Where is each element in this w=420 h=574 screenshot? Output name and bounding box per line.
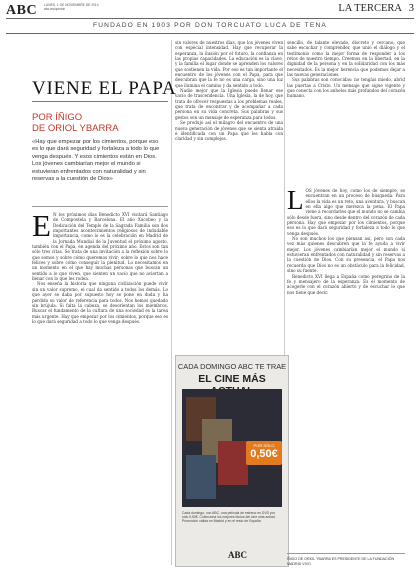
paragraph <box>32 208 168 282</box>
price-badge <box>246 441 282 465</box>
article-column-3 <box>287 40 405 99</box>
newspaper-logo[interactable]: ABC <box>6 3 38 18</box>
article-byline <box>32 112 162 134</box>
paragraph: Nos enseña la historia que ninguna civilización puede vivir sin un valor supremo, el cual da sentido a todos los demás. Lo que ayer se daba por supuesto hoy se pone en duda y ha perdido su valor de referencia para todos. Nos hemos quedado sin brújula. Si falta la cabeza, se desorientan los miembros. Buscar el fundamento de la cultura de una sociedad es la tarea más urgente. Hay que empezar por los cimientos, porque eso es lo que dará seguridad a todo lo que venga después. <box>32 281 168 324</box>
issue-web-line: abc.es/opinion <box>44 7 66 11</box>
paragraph: Benedicto XVI llega a España como peregrino de la fe y mensajero de la esperanza. Es el momento de acogerle con el corazón abierto y de escuchar lo que nos tiene que decir. <box>287 273 405 295</box>
quote-rule <box>32 206 168 207</box>
ad-headline: EL CINE MÁS <box>198 373 266 385</box>
drop-cap: L <box>287 185 304 215</box>
masthead-motto: FUNDADO EN 1903 POR DON TORCUATO LUCA DE TENA <box>92 22 328 29</box>
article-column-2 <box>175 40 283 142</box>
pull-quote: «Hay que empezar por los cimientos, porque eso es lo que dará seguridad y fortaleza a todo lo que venga después. Y esos cimientos están en Dios. Los jóvenes cambiarían mejor el mundo si estuvieran enfrentados con naturalidad y sin reservas a la cuestión de Dios» <box>32 139 160 183</box>
price-value: 0,50€ <box>250 448 278 460</box>
article-column-3-continued <box>287 185 405 295</box>
ad-logo: ABC <box>228 550 248 560</box>
paragraph-text: OS jóvenes de hoy, como los de siempre, se encuentran en un proceso de búsqueda. Para ellos la vida es un reto, una aventura, y buscan en ella algo que merezca la pena. El Papa viene a recordarles que el mundo no se cambia sólo desde fuera, sino desde dentro del corazón de cada persona. Hay que empezar por los cimientos, porque eso es lo que dará seguridad y fortaleza a todo lo que venga después. <box>287 188 405 236</box>
price-label: POR SÓLO <box>253 443 275 448</box>
section-title: LA TERCERA <box>338 3 402 14</box>
page-number: 3 <box>408 3 414 14</box>
paragraph <box>287 185 405 236</box>
paragraph: Se produjo así el milagro del encuentro de una nueva generación de jóvenes que se sienta atraída e identificada con un Papa que les habla con claridad y sin complejos. <box>175 120 283 142</box>
paragraph: No son muchos los que piensan así, pero son cada vez más quienes descubren que la fe ayuda a vivir mejor. Los jóvenes cambiarían mejor el mundo si estuvieran enfrentados con naturalidad y sin reservas a la cuestión de Dios. Con su presencia, el Papa nos recuerda que Dios no es un obstáculo para la felicidad, sino su fuente. <box>287 236 405 274</box>
dvd-covers-image <box>182 389 282 507</box>
paragraph: Sus palabras son conocidas: no tengáis miedo, abrid las puertas a Cristo. Un mensaje que sigue vigente y que conecta con los anhelos más profundos del corazón humano. <box>287 77 405 99</box>
ad-title: CADA DOMINGO ABC TE TRAE <box>177 362 287 371</box>
paragraph-text: N los próximos días Benedicto XVI visitará Santiago de Compostela y Barcelona. El año Xacobeo y la Dedicación del Templo de la Sagrada Familia son dos importantes acontecimientos religiosos de indudable importancia, como lo es la celebración en Madrid de la Jornada Mundial de la Juventud el próximo agosto, también con el Papa, en agenda del próximo año. Estos son tan sólo tres citas. Se trata de una invitación a la reflexión sobre lo que somos y sobre cómo queremos vivir; sobre lo que nos hace felices y sobre cómo conseguir la plenitud. Lo necesitamos en un momento en el que hay muchas personas que buscan un sentido a lo que viven, que sienten un vacío que no aciertan a llenar con lo que les rodea. <box>32 212 168 282</box>
paragraph: sencillo, de talante elevado, discreto y cercano, que sabe escuchar y comprender, que unió el diálogo y el testimonio como la mejor forma de responder a los retos de nuestro tiempo. Creemos en la libertad, en la dignidad de la persona y en la solidaridad con los más necesitados. Es la mejor herencia que podemos dejar a las nuevas generaciones. <box>287 40 405 78</box>
issue-date-line: LUNES, 1 DE NOVIEMBRE DE 2010 <box>44 3 99 7</box>
headline-rule <box>32 101 168 102</box>
byline-line: POR ÍÑIGO <box>32 112 83 123</box>
issue-date <box>44 3 99 11</box>
byline-line: DE ORIOL YBARRA <box>32 123 119 134</box>
article-headline: VIENE EL PAPA <box>32 78 177 99</box>
dvd-cover <box>186 455 216 499</box>
ad-description: Cada domingo, con ABC, una película de estreno en DVD por sólo 0,50€. Colecciona los mejores títulos del cine más actual. Promoción válida en Madrid y en el resto de España. <box>182 511 276 524</box>
paragraph: sin valores de nuestros días, que los jóvenes viven con especial intensidad. Hay que recuperar la esperanza, la ilusión por el futuro, la confianza en las propias capacidades. La educación es la clave, y la familia el lugar donde se aprenden los valores que sostienen la vida. Por eso es tan importante el encuentro de los jóvenes con el Papa, para que descubran que la fe no es una carga, sino una luz que ilumina el camino y da sentido a todo. <box>175 40 283 88</box>
dvd-cover <box>218 441 248 485</box>
author-signature: ÍÑIGO DE ORIOL YBARRA ES PRESIDENTE DE LA FUNDACIÓN MADRID VIVO <box>287 557 395 566</box>
paragraph: Nadie mejor que la Iglesia puede llenar ese vacío de trascendencia. Una Iglesia, la de hoy, que trata de ofrecer respuestas a los problemas reales, que trata de encontrar y de acompañar a cada persona en su vida concreta. Sus palabras y sus gestos son un mensaje de esperanza para todos. <box>175 88 283 120</box>
cinema-advertisement[interactable] <box>175 355 289 567</box>
drop-cap: E <box>32 208 51 243</box>
header-divider <box>6 18 414 19</box>
motto-divider <box>6 33 414 34</box>
article-column-1 <box>32 208 168 324</box>
